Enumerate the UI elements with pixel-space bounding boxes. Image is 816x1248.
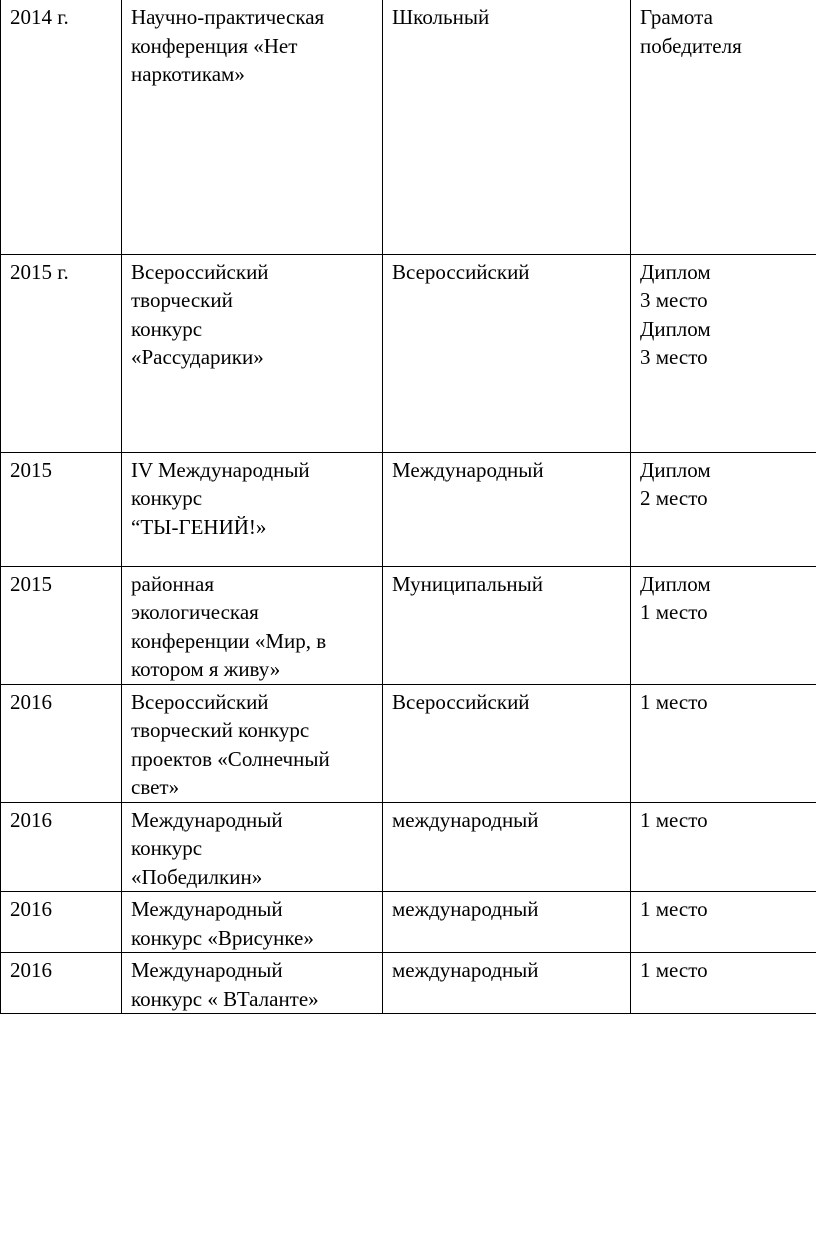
- table-row: [1, 566, 816, 684]
- level-cell: [383, 0, 631, 254]
- level-cell: [383, 684, 631, 802]
- result-text: Диплом 3 место Диплом 3 место: [640, 259, 711, 369]
- year-cell: [1, 684, 122, 802]
- year-cell: [1, 566, 122, 684]
- year-cell: [1, 254, 122, 452]
- year-cell: [1, 0, 122, 254]
- year-text: 2015: [10, 457, 52, 482]
- level-text: Всероссийский: [392, 259, 530, 284]
- table-row: [1, 892, 816, 953]
- result-cell: [631, 953, 816, 1014]
- event-cell: [122, 953, 383, 1014]
- level-text: международный: [392, 958, 539, 982]
- result-text: 1 место: [640, 958, 708, 982]
- event-cell: [122, 892, 383, 953]
- result-cell: [631, 254, 816, 452]
- level-cell: [383, 953, 631, 1014]
- table-row: [1, 0, 816, 254]
- result-cell: [631, 802, 816, 892]
- result-cell: [631, 452, 816, 566]
- year-text: 2016: [10, 897, 52, 921]
- year-text: 2016: [10, 807, 52, 832]
- event-text: Научно-практическая конференция «Нет наркотикам»: [131, 5, 325, 86]
- year-cell: [1, 953, 122, 1014]
- event-cell: [122, 0, 383, 254]
- result-cell: [631, 892, 816, 953]
- result-text: 1 место: [640, 689, 708, 714]
- result-cell: [631, 0, 816, 254]
- table-row: [1, 452, 816, 566]
- result-text: Грамота победителя: [640, 5, 742, 58]
- level-text: Муниципальный: [392, 571, 543, 596]
- result-text: Диплом 1 место: [640, 571, 711, 624]
- year-text: 2015 г.: [10, 259, 69, 284]
- level-cell: [383, 892, 631, 953]
- event-text: IV Международный конкурс “ТЫ-ГЕНИЙ!»: [131, 457, 310, 539]
- table-row: [1, 684, 816, 802]
- event-text: Международный конкурс « ВТаланте»: [131, 958, 319, 1011]
- level-text: Всероссийский: [392, 689, 530, 714]
- event-text: Всероссийский творческий конкурс «Рассударики»: [131, 259, 269, 369]
- level-text: Школьный: [392, 5, 490, 29]
- year-text: 2014 г.: [10, 5, 69, 29]
- result-cell: [631, 684, 816, 802]
- event-cell: [122, 802, 383, 892]
- year-cell: [1, 802, 122, 892]
- event-cell: [122, 566, 383, 684]
- table-row: [1, 254, 816, 452]
- result-text: Диплом 2 место: [640, 457, 711, 510]
- event-text: районная экологическая конференции «Мир, в котором я живу»: [131, 571, 327, 681]
- level-cell: [383, 452, 631, 566]
- level-text: международный: [392, 897, 539, 921]
- event-text: Всероссийский творческий конкурс проектов «Солнечный свет»: [131, 689, 330, 799]
- event-text: Международный конкурс «Победилкин»: [131, 807, 283, 889]
- year-cell: [1, 892, 122, 953]
- result-text: 1 место: [640, 807, 708, 832]
- result-text: 1 место: [640, 897, 708, 921]
- year-text: 2016: [10, 958, 52, 982]
- event-cell: [122, 452, 383, 566]
- level-cell: [383, 566, 631, 684]
- result-cell: [631, 566, 816, 684]
- level-cell: [383, 802, 631, 892]
- table-row: [1, 953, 816, 1014]
- table-row: [1, 802, 816, 892]
- event-cell: [122, 254, 383, 452]
- year-cell: [1, 452, 122, 566]
- level-text: Международный: [392, 457, 544, 482]
- year-text: 2015: [10, 571, 52, 596]
- event-cell: [122, 684, 383, 802]
- level-cell: [383, 254, 631, 452]
- event-text: Международный конкурс «Врисунке»: [131, 897, 314, 950]
- year-text: 2016: [10, 689, 52, 714]
- level-text: международный: [392, 807, 539, 832]
